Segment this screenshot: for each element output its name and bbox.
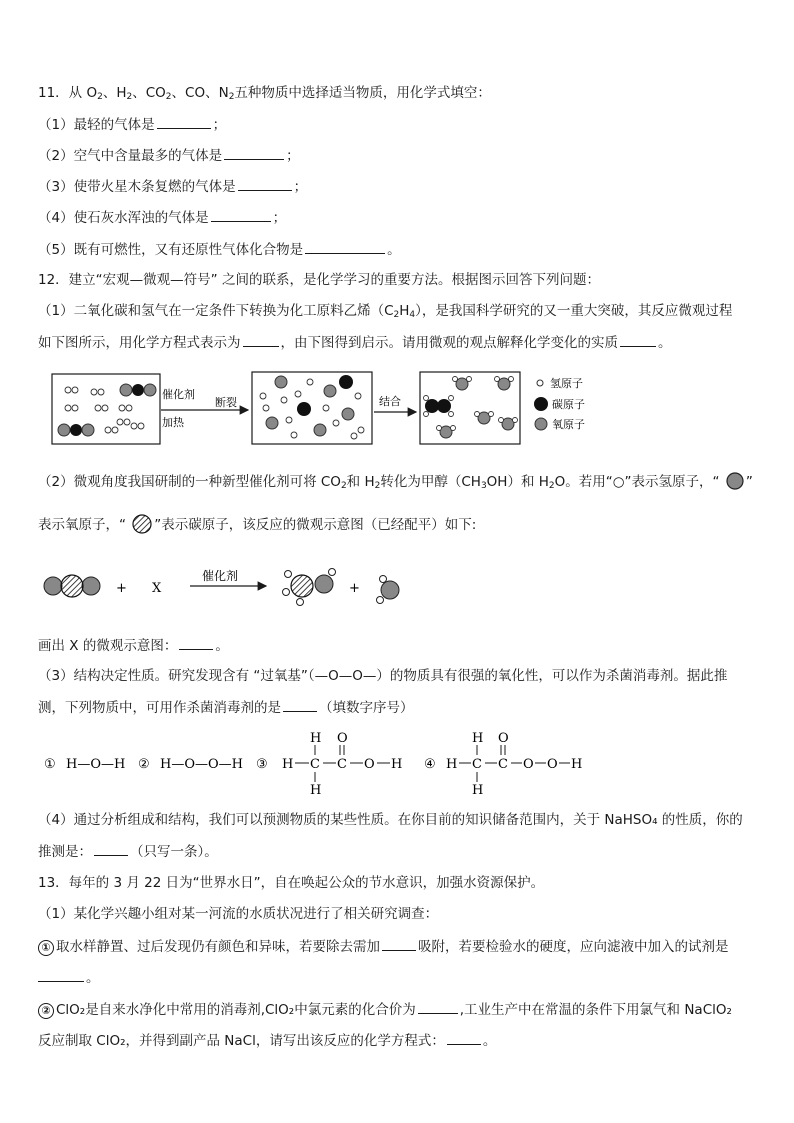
- legend-carbon-label: 碳原子: [552, 398, 585, 411]
- q13-item-1-line2: 。: [38, 968, 100, 987]
- answer-blank[interactable]: [94, 842, 128, 856]
- svg-text:①: ①: [44, 757, 56, 772]
- answer-blank[interactable]: [305, 240, 385, 254]
- svg-text:H: H: [472, 783, 484, 796]
- svg-text:H: H: [446, 757, 458, 772]
- legend-carbon-icon: [534, 397, 548, 411]
- svg-text:C: C: [472, 757, 482, 772]
- plus-sign: +: [349, 581, 360, 596]
- formula-option-1: [44, 757, 125, 772]
- q13-item-1-line1: ① 取水样静置、过后发现仍有颜色和异味，若要除去需加 吸附，若要检验水的硬度，应向滤液中加入的试剂是: [38, 937, 729, 956]
- q12-part1-line2: 如下图所示，用化学方程式表示为 ，由下图得到启示。请用微观的观点解释化学变化的实质 。: [38, 335, 672, 351]
- svg-text:O: O: [337, 731, 348, 746]
- answer-blank[interactable]: [179, 636, 213, 650]
- answer-blank[interactable]: [243, 333, 279, 347]
- q11-item-4: （4）使石灰水浑浊的气体是 ；: [38, 210, 287, 226]
- svg-text:③: ③: [256, 757, 268, 772]
- svg-text:C: C: [498, 757, 508, 772]
- formula-option-2: [138, 757, 243, 772]
- answer-blank[interactable]: [382, 937, 416, 951]
- svg-text:O: O: [523, 757, 534, 772]
- formula-option-3: [256, 731, 402, 796]
- q12-part1-line1: （1）二氧化碳和氢气在一定条件下转换为化工原料乙烯$(C_2H_4)$，是我国科学研究的又一重大突破，其反应微观过程: [38, 303, 733, 320]
- svg-text:H: H: [282, 757, 294, 772]
- q11-stem: 11．从 $O_2$、$H_2$、$CO_2$、CO、$N_2$五种物质中选择适当物质，用化学式填空：: [38, 85, 491, 102]
- legend-oxygen-label: 氧原子: [552, 418, 585, 431]
- svg-text:O: O: [547, 757, 558, 772]
- svg-text:H—O—O—H: H—O—O—H: [160, 757, 243, 772]
- q13-item-2-line2: 反应制取 ClO₂，并得到副产品 NaCl，请写出该反应的化学方程式： 。: [38, 1033, 497, 1049]
- q12-part2-line1: （2）微观角度我国研制的一种新型催化剂可将 $CO_2$和 $H_2$转化为甲醇$(CH_3OH)$和 $H_2O$。若用“○”表示氢原子，“ ”: [38, 471, 753, 491]
- arrow1-label: 断裂: [215, 396, 237, 409]
- unknown-x: X: [152, 581, 162, 596]
- legend-hydrogen-icon: [537, 380, 543, 386]
- q12-stem: 12．建立“宏观—微观—符号” 之间的联系，是化学学习的重要方法。根据图示回答下列问题：: [38, 272, 600, 288]
- svg-text:H: H: [310, 731, 322, 746]
- legend-oxygen-icon: [535, 418, 547, 430]
- svg-text:O: O: [498, 731, 509, 746]
- answer-blank[interactable]: [224, 146, 284, 160]
- water-molecule: [377, 576, 400, 604]
- svg-text:H: H: [391, 757, 403, 772]
- oxygen-atom-icon: [724, 471, 746, 491]
- answer-blank[interactable]: [211, 208, 271, 222]
- svg-text:C: C: [310, 757, 320, 772]
- q12-part2-draw: 画出 X 的微观示意图： 。: [38, 638, 229, 654]
- svg-text:H: H: [310, 783, 322, 796]
- svg-text:C: C: [337, 757, 347, 772]
- catalyst-label: 催化剂: [202, 569, 239, 583]
- answer-blank[interactable]: [283, 698, 317, 712]
- arrow1-bottom-label: 加热: [162, 416, 184, 429]
- answer-blank[interactable]: [38, 968, 84, 982]
- q12-part4-line1: （4）通过分析组成和结构，我们可以预测物质的某些性质。在你目前的知识储备范围内，关于 NaHSO₄ 的性质，你的: [38, 812, 743, 828]
- q12-part2-line2: 表示氧原子，“ ”表示碳原子，该反应的微观示意图（已经配平）如下:: [38, 513, 476, 535]
- svg-text:H—O—H: H—O—H: [66, 757, 126, 772]
- q12-part3-line2: 测，下列物质中，可用作杀菌消毒剂的是 （填数字序号）: [38, 700, 414, 716]
- legend: [534, 376, 585, 431]
- svg-text:H: H: [472, 731, 484, 746]
- svg-text:H: H: [571, 757, 583, 772]
- plus-sign: +: [116, 581, 127, 596]
- arrow2-label: 结合: [379, 395, 401, 408]
- answer-blank[interactable]: [238, 177, 292, 191]
- svg-text:②: ②: [138, 757, 150, 772]
- q12-part4-line2: 推测是： （只写一条）。: [38, 844, 218, 860]
- reaction-diagram-1: [48, 368, 608, 448]
- answer-blank[interactable]: [418, 1000, 458, 1014]
- answer-blank[interactable]: [447, 1031, 481, 1045]
- answer-blank[interactable]: [157, 115, 211, 129]
- q11-item-5: （5）既有可燃性，又有还原性气体化合物是 。: [38, 242, 401, 258]
- legend-hydrogen-label: 氢原子: [550, 377, 583, 390]
- q13-stem: 13．每年的 3 月 22 日为“世界水日”，自在唤起公众的节水意识，加强水资源保护。: [38, 875, 545, 891]
- svg-text:④: ④: [424, 757, 436, 772]
- svg-text:O: O: [364, 757, 375, 772]
- carbon-atom-icon: [130, 513, 154, 535]
- q11-item-1: （1）最轻的气体是 ；: [38, 117, 227, 133]
- co2-molecule: [44, 575, 100, 597]
- q11-item-3: （3）使带火星木条复燃的气体是 ；: [38, 179, 308, 195]
- formula-option-4: [424, 731, 582, 796]
- q13-part1: （1）某化学兴趣小组对某一河流的水质状况进行了相关研究调查：: [38, 906, 439, 922]
- methanol-molecule: [283, 569, 336, 606]
- arrow1-top-label: 催化剂: [162, 388, 195, 401]
- structural-formulas: [44, 726, 604, 796]
- reaction-diagram-2: [38, 562, 418, 612]
- q11-item-2: （2）空气中含量最多的气体是 ；: [38, 148, 300, 164]
- answer-blank[interactable]: [620, 333, 656, 347]
- q12-part3-line1: （3）结构决定性质。研究发现含有 “过氧基”（—O—O—）的物质具有很强的氧化性，可以作为杀菌消毒剂。据此推: [38, 668, 728, 684]
- q13-item-2-line1: ② ClO₂是自来水净化中常用的消毒剂,ClO₂中氯元素的化合价为 ,工业生产中在常温的条件下用氯气和 NaClO₂: [38, 1000, 732, 1019]
